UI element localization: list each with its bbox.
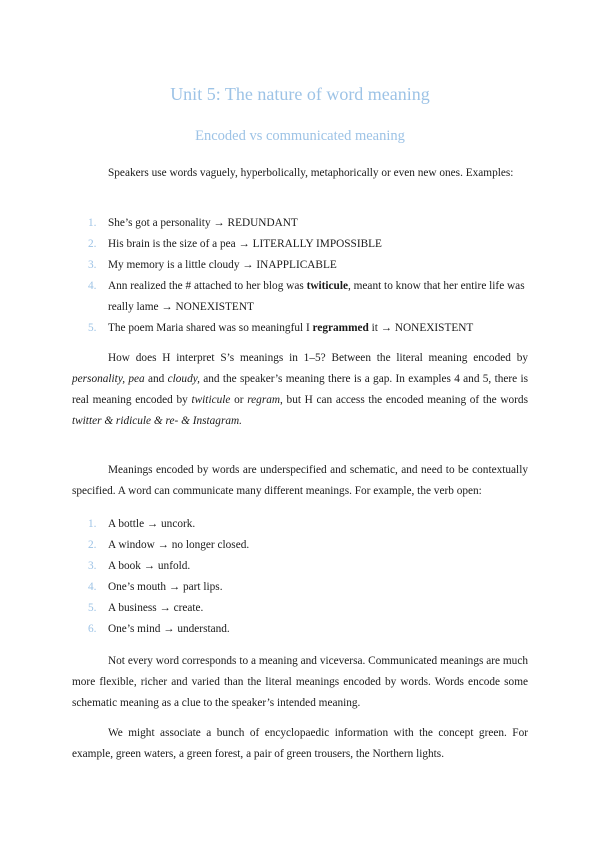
- list-number: 1.: [88, 518, 97, 530]
- underspecified-paragraph: [72, 460, 528, 502]
- list-item: [72, 598, 528, 619]
- list-text: The poem Maria shared was so meaningful I: [108, 322, 313, 334]
- coined-word: regrammed: [312, 322, 369, 334]
- list-number: 4.: [88, 280, 97, 292]
- list-text: One’s mouth → part lips.: [108, 581, 223, 593]
- interpretation-paragraph: [72, 348, 528, 432]
- para-text: How does H interpret S’s meanings in 1–5? Between the literal meaning encoded by: [108, 352, 528, 364]
- list-text: She’s got a personality → REDUNDANT: [108, 217, 298, 229]
- intro-text: Speakers use words vaguely, hyperbolically, metaphorically or even new ones. Examples:: [108, 167, 514, 179]
- page-title: Unit 5: The nature of word meaning: [170, 84, 430, 104]
- para-text: , but H can access the encoded meaning of the words: [280, 394, 528, 406]
- para-text: Not every word corresponds to a meaning and viceversa. Communicated meanings are much more flexible, richer and varied than the literal meanings encoded by words. Words encode some schematic meaning as a clue to the speaker’s intended meaning.: [72, 655, 528, 709]
- list-item: [72, 234, 528, 255]
- italic-term: cloudy,: [167, 373, 200, 385]
- list-item: [72, 577, 528, 598]
- list-text: His brain is the size of a pea → LITERALLY IMPOSSIBLE: [108, 238, 382, 250]
- list-number: 5.: [88, 322, 97, 334]
- para-text: We might associate a bunch of encyclopaedic information with the concept green. For example, green waters, a green forest, a pair of green trousers, the Northern lights.: [72, 727, 528, 760]
- italic-term: personality,: [72, 373, 126, 385]
- list-item: [72, 318, 528, 339]
- para-text: and: [144, 373, 168, 385]
- page-subtitle: Encoded vs communicated meaning: [195, 128, 405, 144]
- list-number: 6.: [88, 623, 97, 635]
- list-item: [72, 535, 528, 556]
- list-text: A bottle → uncork.: [108, 518, 196, 530]
- list-text: Ann realized the # attached to her blog was: [108, 280, 307, 292]
- list-item: [72, 276, 528, 318]
- list-number: 4.: [88, 581, 97, 593]
- list-item: [72, 514, 528, 535]
- list-text: it → NONEXISTENT: [368, 322, 474, 334]
- list-number: 3.: [88, 259, 97, 271]
- examples-list: [72, 213, 528, 339]
- intro-paragraph: [72, 163, 528, 184]
- para-text: Meanings encoded by words are underspecified and schematic, and need to be contextually specified. A word can communicate many different meanings. For example, the verb open:: [72, 464, 528, 497]
- list-item: [72, 255, 528, 276]
- list-item: [72, 619, 528, 640]
- open-examples-list: [72, 514, 528, 640]
- italic-term: twiticule: [191, 394, 231, 406]
- list-item: [72, 213, 528, 234]
- para-text: and the speaker’s meaning there is a gap. In examples 4 and 5, there is real meaning encoded by: [72, 373, 529, 406]
- list-number: 5.: [88, 602, 97, 614]
- list-text: One’s mind → understand.: [108, 623, 230, 635]
- list-number: 2.: [88, 238, 97, 250]
- list-text: A window → no longer closed.: [108, 539, 250, 551]
- italic-term: twitter & ridicule & re- & Instagram.: [72, 415, 242, 427]
- list-text: A book → unfold.: [108, 560, 191, 572]
- list-item: [72, 556, 528, 577]
- green-paragraph: [72, 723, 528, 765]
- list-number: 1.: [88, 217, 97, 229]
- list-text: A business → create.: [108, 602, 204, 614]
- list-number: 3.: [88, 560, 97, 572]
- list-number: 2.: [88, 539, 97, 551]
- list-text: , meant to know that her entire life was really lame → NONEXISTENT: [108, 280, 525, 313]
- italic-term: pea: [128, 373, 145, 385]
- coined-word: twiticule: [306, 280, 348, 292]
- para-text: or: [230, 394, 248, 406]
- italic-term: regram: [247, 394, 281, 406]
- list-text: My memory is a little cloudy → INAPPLICABLE: [108, 259, 337, 271]
- communicated-meaning-paragraph: [72, 651, 528, 714]
